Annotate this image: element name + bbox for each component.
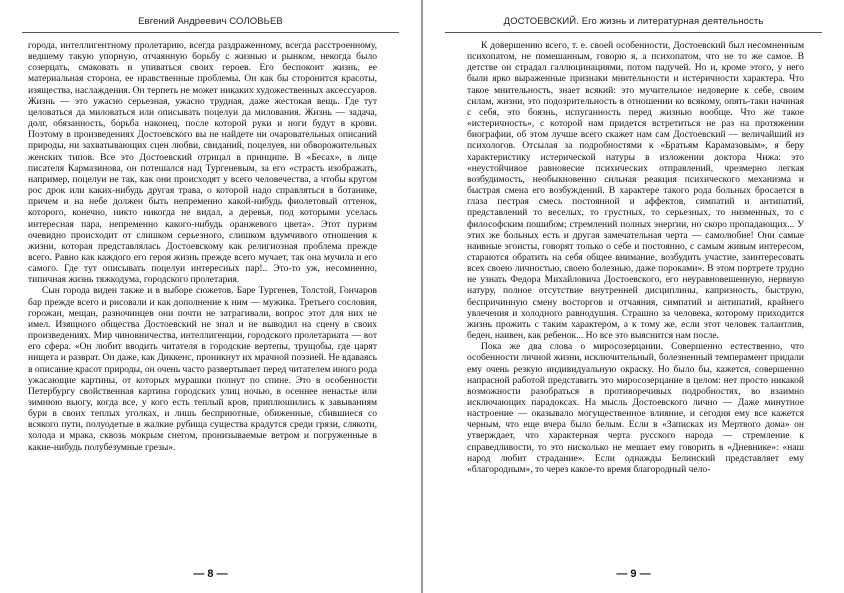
left-page [0, 0, 421, 593]
page-number: — 8 — [193, 568, 228, 580]
body-text [28, 40, 377, 453]
paragraph: Пока же два слова о миросозерцании. Совершенно естественно, что особенности личной жизни, исключительный, болезненный темперамент придали ему очень резкую индивидуальную окраску. Но было бы, кажется, совершенно напрасной работой представить это миросозерцание в целом: нет просто никакой возможности разобраться в противоречивых подробностях, во взаимно исключающих парадоксах. На мысль Достоевского лично — Даже минутное настроение — оказывало могущественное влияние, и сегодня ему все кажется черным, что еще вчера было белым. Если в «Записках из Мертвого дома» он утверждает, что характерная черта русского народа — стремление к справедливости, то это нисколько не мешает ему говорить в «Дневнике»: «наш народ любит страдание». Если однажды Белинский представляет ему «благородным», то через какое-то время благородный чело- [467, 341, 804, 475]
running-head: ДОСТОЕВСКИЙ. Его жизнь и литературная деятельность [503, 16, 764, 27]
page-number: — 9 — [616, 568, 651, 580]
header-rule [445, 32, 822, 33]
paragraph: К довершению всего, т. е. своей особенности, Достоевский был несомненным психопатом, не помешанным, говорю я, а психопатом, что не то же самое. В детстве он страдал галлюцинациями, потом падучей. Но и, кроме этого, у него были ярко выраженные признаки мнительности и истеричности характера. Что такое мнительность, знает всякий: это мучительное недоверие к себе, своим силам, жизни, это подозрительность в отношении ко всякому, опять-таки начиная с себя, это боязнь, испуганность перед жизнью вообще. Что же такое «истеричность», с которой нам придется встретиться не раз на протяжении биографии, об этом лучше всего скажет нам сам Достоевский — величайший из психологов. Отсылая за подробностями к «Братьям Карамазовым», я беру характеристику истерической натуры в изложении доктора Чижа: это «неустойчивое равновесие психических отправлений, чрезмерно легкая возбудимость, необыкновенно сильная реакция психического механизма и быстрая смена его возбуждений. В характере такого рода больных бросается в глаза пестрая смесь постоянной и аффектов, симпатий и антипатий, представлений то веселых, то грустных, то серьезных, то низменных, то с философским пошибом; стремлений полных энергии, но скоро пропадающих... У этих же больных есть и другая замечательная черта — самолюбие! Они самые наивные эгоисты, говорят только о себе и постоянно, с самым живым интересом, стараются обратить на себя общее внимание, возбудить участие, заинтересовать всех своею личностью, своею болезнью, даже пороками». В этом портрете трудно не узнать Федора Михайловича Достоевского, его неуравновешенную, нервную натуру, полное отсутствие внутренней дисциплины, капризность, быструю, беспричинную смену восторгов и отчаяния, симпатий и антипатий, крайнего увлечения и холодного равнодушия. Страшно за человека, которому приходится жизнь прожить с таким характером, а к тому же, если этот человек талантлив, беден, наивен, как ребенок... Но все это выяснится нам после. [467, 40, 804, 342]
running-head: Евгений Андреевич СОЛОВЬЕВ [138, 16, 283, 27]
header-rule [22, 32, 399, 33]
paragraph: города, интеллигентному пролетарию, всегда раздраженному, всегда расстроенному, ведшему такую упорную, отчаянную борьбу с жизнью и рынком, некогда было созерцать, смаковать и упиваться своих героев. Его беспокоит жизнь, ее материальная сторона, ее нравственные проблемы. Он как бы сторонится красоты, изящества, наслаждения. Он терпеть не может никаких художественных аксессуаров. Жизнь — это ужасно серьезная, ужасно трудная, даже жестокая вещь. Где тут целоваться да миловаться или описывать поцелуи да милования. Жизнь — задача, долг, обязанность, борьба наконец, после которой руки и ноги будут в крови. Поэтому в произведениях Достоевского вы не найдете ни очаровательных описаний природы, ни захватывающих сцен любви, свиданий, поцелуев, ни обворожительных женских типов. Все это Достоевский отрицал в принципе. В «Бесах», в лице писателя Кармазинова, он потешался над Тургеневым, за его «страсть изображать, например, поцелуи не так, как они происходят у всего человечества, а чтобы кругом рос дрок или каких-нибудь другая трава, о которой надо справляться в ботанике, причем и на небе должен быть непременно какой-нибудь фиолетовый оттенок, которого, конечно, никто никогда не видал, а деревья, под которыми уселась интересная пара, непременно какого-нибудь оранжевого цвета». Этот пуризм очевидно происходит от слишком серьезного, слишком вдумчивого отношения к жизни, которая представлялась Достоевскому как религиозная проблема прежде всего. Равно как каждого его героя жизнь прежде всего мучает, так она мучила и его самого. Где тут описывать поцелуи интересных пар!.. Это-то уж, несомненно, типичная жизнь тяжкодума, городского пролетария. [28, 40, 377, 286]
right-page [423, 0, 844, 593]
body-text [467, 40, 804, 475]
paragraph: Сын города виден также и в выборе сюжетов. Баре Тургенев, Толстой, Гончаров бар прежде всего и рисовали и как дополнение к ним — мужика. Третьего сословия, горожан, мещан, разночинцев они почти не затрагивали, вопрос этот для них не имел. Изящного общества Достоевский не знал и не выводил на сцену в своих произведениях. Мир чиновничества, интеллигенции, городского пролетариата — вот его сфера. «Он любит вводить читателя в городские вертепы, трущобы, где царят нищета и разврат. Он даже, как Диккенс, проникнут их мрачной поэзией. Не вдаваясь в описание красот природы, он очень часто развертывает перед читателем иного рода ужасающие картины, от которых мурашки полнут по спине. Это в особенности Петербургу свойственная картина городских улиц ночью, в осеннее ненастье или зимнюю вьюгу, когда все, у кого есть теплый кров, приплюшились к завываниям бури в своих теплых уголках, и лишь бесприютные, обиженные, сбившиеся со всякого пути, полуодетые в жалкие рубища существа крадутся среди грязи, слякоти, холода и мрака, сквозь мокрым снегом, пронизываемые ветром и погруженные в какие-нибудь полубезумные грезы». [28, 285, 377, 453]
